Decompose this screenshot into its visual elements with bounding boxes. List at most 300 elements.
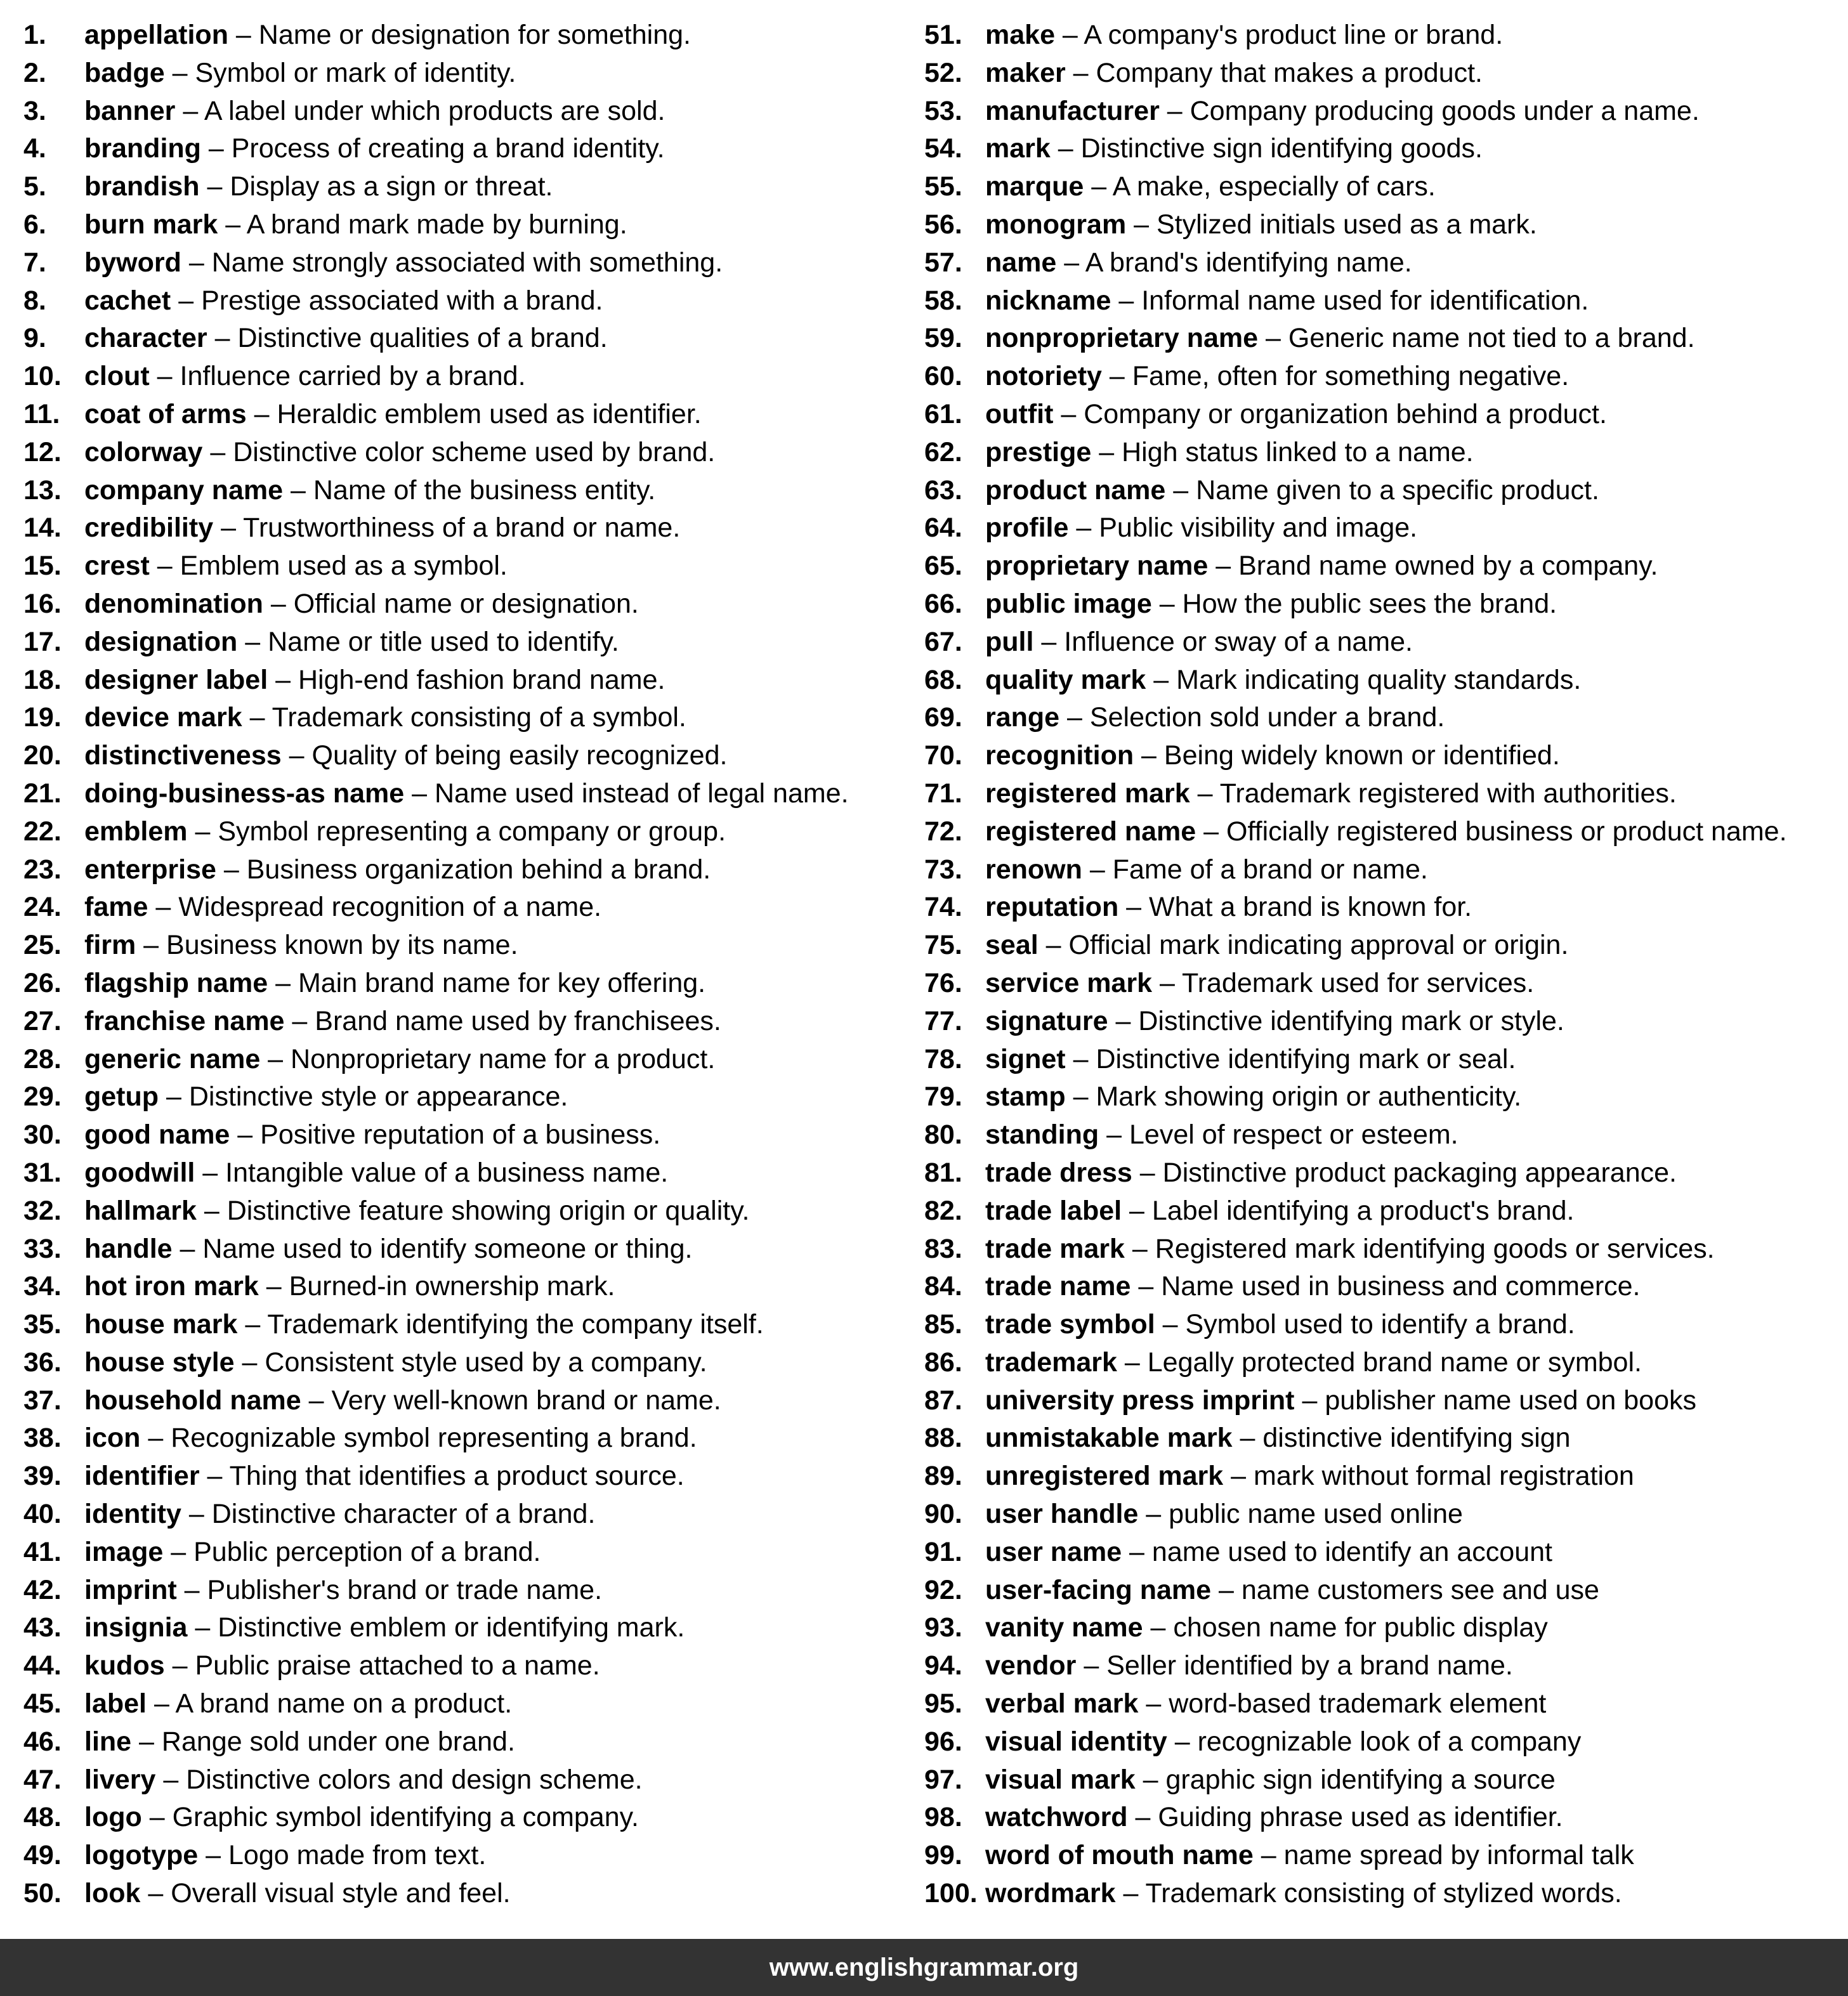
list-item (924, 1078, 1844, 1116)
item-term: device mark (84, 702, 242, 733)
list-item (924, 1458, 1844, 1496)
item-number: 65. (924, 551, 962, 582)
item-separator: – (268, 967, 298, 998)
item-definition: What a brand is known for. (1149, 892, 1472, 923)
item-definition: Distinctive product packaging appearance. (1162, 1157, 1677, 1188)
item-definition: A brand name on a product. (175, 1688, 513, 1719)
item-entry (84, 1723, 515, 1761)
item-definition: Trustworthiness of a brand or name. (243, 512, 681, 544)
list-item (23, 93, 912, 131)
item-number: 68. (924, 664, 962, 695)
item-definition: Recognizable symbol representing a brand. (171, 1423, 697, 1454)
item-separator: – (1099, 1119, 1129, 1151)
item-term: trade name (985, 1271, 1131, 1302)
item-entry (84, 1572, 602, 1610)
item-number: 97. (924, 1764, 962, 1795)
item-entry (84, 1419, 697, 1458)
item-entry (985, 1761, 1556, 1799)
item-term: monogram (985, 209, 1127, 240)
item-definition: public name used online (1169, 1499, 1463, 1530)
list-item (924, 16, 1844, 55)
item-term: franchise name (84, 1005, 285, 1036)
item-definition: Mark showing origin or authenticity. (1096, 1081, 1522, 1112)
item-term: hot iron mark (84, 1271, 259, 1302)
list-item (23, 1230, 912, 1269)
item-separator: – (207, 323, 238, 354)
item-number: 45. (23, 1688, 62, 1719)
list-item (23, 1875, 912, 1913)
item-term: notoriety (985, 361, 1102, 392)
item-term: make (985, 20, 1055, 50)
list-item (924, 1344, 1844, 1382)
item-number: 19. (23, 702, 62, 733)
item-term: trade dress (985, 1157, 1132, 1188)
item-definition: Trademark identifying the company itself. (267, 1309, 764, 1340)
item-definition: Trademark consisting of stylized words. (1145, 1878, 1622, 1909)
item-definition: Fame, often for something negative. (1132, 361, 1569, 392)
list-item (23, 358, 912, 396)
item-separator: – (1138, 1499, 1169, 1530)
item-number: 27. (23, 1005, 62, 1036)
list-item (23, 547, 912, 585)
item-term: quality mark (985, 664, 1146, 695)
item-separator: – (1038, 930, 1069, 961)
item-separator: – (176, 1574, 207, 1605)
item-term: emblem (84, 816, 188, 847)
list-item (924, 1003, 1844, 1041)
item-number: 28. (23, 1043, 62, 1074)
item-term: clout (84, 361, 150, 392)
item-term: renown (985, 854, 1082, 885)
list-item (924, 1041, 1844, 1079)
item-number: 85. (924, 1309, 962, 1340)
item-separator: – (1122, 1536, 1152, 1567)
item-entry (985, 965, 1534, 1003)
item-term: house style (84, 1347, 235, 1378)
item-definition: How the public sees the brand. (1182, 588, 1557, 619)
list-item (23, 1496, 912, 1534)
item-term: maker (985, 57, 1066, 88)
list-item (23, 927, 912, 965)
item-entry (985, 1306, 1575, 1344)
item-number: 75. (924, 930, 962, 961)
list-item (924, 1647, 1844, 1685)
item-term: insignia (84, 1612, 188, 1643)
item-separator: – (1084, 171, 1113, 202)
item-number: 77. (924, 1005, 962, 1036)
list-item (23, 1344, 912, 1382)
list-item (23, 1003, 912, 1041)
item-term: distinctiveness (84, 740, 282, 771)
item-entry (84, 965, 705, 1003)
item-number: 79. (924, 1081, 962, 1112)
item-term: service mark (985, 967, 1152, 998)
list-item (23, 434, 912, 472)
item-definition: Range sold under one brand. (161, 1726, 515, 1757)
item-term: proprietary name (985, 551, 1209, 582)
item-separator: – (268, 664, 298, 695)
item-entry (985, 623, 1413, 662)
item-definition: Very well-known brand or name. (331, 1385, 721, 1416)
item-separator: – (1033, 626, 1065, 657)
list-item (23, 1154, 912, 1192)
item-entry (84, 1496, 595, 1534)
list-item (924, 1572, 1844, 1610)
list-item (924, 1609, 1844, 1647)
list-item (924, 547, 1844, 585)
item-entry (985, 130, 1483, 168)
item-separator: – (1253, 1840, 1284, 1871)
list-item (23, 1041, 912, 1079)
list-item (924, 1192, 1844, 1230)
list-item (924, 965, 1844, 1003)
item-number: 32. (23, 1195, 62, 1226)
item-number: 73. (924, 854, 962, 885)
item-term: enterprise (84, 854, 216, 885)
list-item (23, 1268, 912, 1306)
item-separator: – (199, 1461, 230, 1492)
list-item (924, 1761, 1844, 1799)
item-number: 23. (23, 854, 62, 885)
list-item (23, 320, 912, 358)
item-number: 62. (924, 436, 962, 467)
item-entry (84, 1268, 615, 1306)
item-number: 48. (23, 1802, 62, 1833)
list-item (23, 965, 912, 1003)
item-number: 53. (924, 95, 962, 126)
item-separator: – (1294, 1385, 1325, 1416)
item-entry (985, 282, 1589, 320)
item-term: visual identity (985, 1726, 1167, 1757)
list-item (23, 1078, 912, 1116)
item-number: 72. (924, 816, 962, 847)
item-number: 71. (924, 778, 962, 809)
item-separator: – (1056, 247, 1085, 278)
item-term: getup (84, 1081, 159, 1112)
item-definition: chosen name for public display (1173, 1612, 1548, 1643)
item-separator: – (1111, 285, 1142, 316)
item-definition: Selection sold under a brand. (1089, 702, 1445, 733)
item-definition: A company's product line or brand. (1084, 20, 1504, 50)
item-separator: – (181, 1499, 212, 1530)
item-definition: Distinctive identifying mark or seal. (1096, 1043, 1516, 1074)
item-definition: Influence or sway of a name. (1064, 626, 1413, 657)
item-number: 10. (23, 361, 62, 392)
item-definition: mark without formal registration (1254, 1461, 1634, 1492)
item-number: 40. (23, 1499, 62, 1530)
item-definition: publisher name used on books (1325, 1385, 1696, 1416)
item-term: outfit (985, 398, 1054, 429)
item-definition: High status linked to a name. (1122, 436, 1474, 467)
item-number: 17. (23, 626, 62, 657)
list-item (924, 1382, 1844, 1420)
item-entry (84, 55, 516, 93)
item-term: recognition (985, 740, 1134, 771)
item-separator: – (1134, 740, 1164, 771)
item-entry (84, 1382, 721, 1420)
item-entry (84, 775, 849, 813)
list-item (23, 244, 912, 282)
list-item (23, 1761, 912, 1799)
item-separator: – (200, 133, 232, 164)
item-separator: – (1138, 1688, 1169, 1719)
item-term: brandish (84, 171, 200, 202)
item-number: 38. (23, 1423, 62, 1454)
item-term: watchword (985, 1802, 1128, 1833)
item-number: 41. (23, 1536, 62, 1567)
list-item (924, 396, 1844, 434)
item-definition: Level of respect or esteem. (1129, 1119, 1458, 1151)
list-item (23, 1458, 912, 1496)
list-item (924, 1230, 1844, 1269)
item-definition: A brand mark made by burning. (246, 209, 627, 240)
item-number: 1. (23, 20, 46, 50)
item-definition: name used to identify an account (1151, 1536, 1553, 1567)
item-number: 4. (23, 133, 46, 164)
item-entry (84, 1685, 512, 1723)
item-number: 80. (924, 1119, 962, 1151)
item-number: 51. (924, 20, 962, 50)
item-term: good name (84, 1119, 230, 1151)
item-number: 66. (924, 588, 962, 619)
item-definition: Stylized initials used as a mark. (1157, 209, 1537, 240)
item-entry (985, 93, 1700, 131)
item-separator: – (234, 1347, 265, 1378)
list-item (924, 130, 1844, 168)
item-definition: Name used in business and commerce. (1161, 1271, 1641, 1302)
item-definition: Distinctive sign identifying goods. (1080, 133, 1483, 164)
item-entry (84, 1003, 721, 1041)
item-number: 69. (924, 702, 962, 733)
item-entry (84, 396, 702, 434)
item-definition: Overall visual style and feel. (171, 1878, 511, 1909)
item-definition: Name strongly associated with something. (211, 247, 723, 278)
item-number: 47. (23, 1764, 62, 1795)
list-item (924, 1419, 1844, 1458)
item-separator: – (181, 247, 212, 278)
item-separator: – (242, 702, 272, 733)
item-definition: A brand's identifying name. (1085, 247, 1412, 278)
item-entry (985, 1419, 1571, 1458)
item-definition: Public visibility and image. (1099, 512, 1418, 544)
item-separator: – (198, 1840, 228, 1871)
list-item (23, 396, 912, 434)
item-separator: – (1065, 1081, 1096, 1112)
item-entry (985, 55, 1483, 93)
item-term: trade symbol (985, 1309, 1155, 1340)
item-term: signet (985, 1043, 1066, 1074)
item-term: public image (985, 588, 1152, 619)
item-term: colorway (84, 436, 203, 467)
item-term: look (84, 1878, 141, 1909)
item-separator: – (1117, 1347, 1148, 1378)
item-number: 99. (924, 1840, 962, 1871)
item-separator: – (1059, 702, 1090, 733)
item-separator: – (199, 171, 230, 202)
item-separator: – (284, 1005, 315, 1036)
item-separator: – (230, 1119, 261, 1151)
item-number: 37. (23, 1385, 62, 1416)
item-term: reputation (985, 892, 1119, 923)
list-item (924, 1306, 1844, 1344)
item-separator: – (1258, 323, 1288, 354)
list-item (23, 813, 912, 851)
item-separator: – (1076, 1650, 1107, 1681)
list-item (23, 16, 912, 55)
list-item (924, 662, 1844, 700)
item-entry (84, 623, 619, 662)
item-entry (985, 1154, 1677, 1192)
item-entry (985, 1116, 1458, 1154)
item-number: 20. (23, 740, 62, 771)
item-definition: name customers see and use (1241, 1574, 1599, 1605)
item-entry (985, 813, 1787, 851)
item-entry (84, 434, 715, 472)
item-term: nickname (985, 285, 1111, 316)
list-item (924, 55, 1844, 93)
list-item (924, 509, 1844, 547)
item-separator: – (260, 1043, 291, 1074)
item-term: identifier (84, 1461, 200, 1492)
item-term: cachet (84, 285, 171, 316)
item-separator: – (301, 1385, 332, 1416)
item-definition: Name used to identify someone or thing. (202, 1233, 693, 1264)
item-term: doing-business-as name (84, 778, 405, 809)
item-definition: Legally protected brand name or symbol. (1147, 1347, 1642, 1378)
item-entry (84, 244, 723, 282)
item-separator: – (237, 1309, 268, 1340)
item-entry (84, 1647, 600, 1685)
item-term: unregistered mark (985, 1461, 1224, 1492)
list-item (23, 1116, 912, 1154)
item-entry (84, 93, 665, 131)
item-separator: – (1167, 1726, 1198, 1757)
item-term: trademark (985, 1347, 1117, 1378)
list-item (924, 927, 1844, 965)
item-separator: – (202, 436, 233, 467)
list-item (924, 282, 1844, 320)
item-term: line (84, 1726, 132, 1757)
item-separator: – (171, 285, 202, 316)
item-separator: – (1127, 1802, 1158, 1833)
item-definition: Company producing goods under a name. (1189, 95, 1700, 126)
item-number: 7. (23, 247, 46, 278)
item-term: house mark (84, 1309, 238, 1340)
item-definition: Company or organization behind a product. (1084, 398, 1607, 429)
item-separator: – (196, 1195, 227, 1226)
item-separator: – (163, 1536, 194, 1567)
item-number: 33. (23, 1233, 62, 1264)
item-term: appellation (84, 20, 228, 50)
item-number: 83. (924, 1233, 962, 1264)
list-item (23, 1306, 912, 1344)
list-item (924, 1154, 1844, 1192)
item-separator: – (172, 1233, 203, 1264)
item-separator: – (175, 95, 204, 126)
item-separator: – (237, 626, 268, 657)
item-number: 70. (924, 740, 962, 771)
item-entry (84, 1041, 715, 1079)
item-entry (985, 889, 1472, 927)
item-term: hallmark (84, 1195, 197, 1226)
item-definition: recognizable look of a company (1197, 1726, 1582, 1757)
item-term: trade label (985, 1195, 1122, 1226)
item-entry (985, 1458, 1634, 1496)
item-term: flagship name (84, 967, 268, 998)
item-number: 74. (924, 892, 962, 923)
item-definition: Symbol used to identify a brand. (1185, 1309, 1575, 1340)
item-entry (985, 472, 1599, 510)
item-term: product name (985, 474, 1166, 506)
item-term: user handle (985, 1499, 1139, 1530)
item-definition: Name or title used to identify. (268, 626, 619, 657)
item-definition: Burned-in ownership mark. (289, 1271, 615, 1302)
item-entry (985, 585, 1557, 623)
item-separator: – (195, 1157, 226, 1188)
item-term: badge (84, 57, 165, 88)
item-entry (985, 1799, 1563, 1837)
list-item (23, 1837, 912, 1875)
item-number: 24. (23, 892, 62, 923)
list-item (23, 699, 912, 737)
list-item (23, 282, 912, 320)
item-entry (84, 168, 553, 206)
item-number: 58. (924, 285, 962, 316)
item-separator: – (1054, 20, 1084, 50)
item-separator: – (1050, 133, 1081, 164)
list-item (924, 472, 1844, 510)
item-separator: – (1091, 436, 1122, 467)
item-entry (84, 130, 665, 168)
item-separator: – (147, 1688, 176, 1719)
item-definition: Distinctive color scheme used by brand. (233, 436, 716, 467)
list-item (23, 1192, 912, 1230)
item-number: 94. (924, 1650, 962, 1681)
list-item (23, 509, 912, 547)
item-entry (84, 1078, 568, 1116)
item-entry (84, 1837, 486, 1875)
word-list-column-left (23, 16, 912, 1913)
item-separator: – (1135, 1764, 1166, 1795)
item-entry (84, 282, 603, 320)
item-term: standing (985, 1119, 1099, 1151)
item-term: word of mouth name (985, 1840, 1254, 1871)
item-definition: High-end fashion brand name. (298, 664, 665, 695)
item-separator: – (263, 588, 294, 619)
item-entry (985, 699, 1445, 737)
item-definition: Symbol representing a company or group. (218, 816, 726, 847)
item-term: vendor (985, 1650, 1077, 1681)
item-term: university press imprint (985, 1385, 1295, 1416)
item-separator: – (155, 1764, 187, 1795)
item-term: prestige (985, 436, 1092, 467)
item-separator: – (404, 778, 435, 809)
item-separator: – (1132, 1157, 1163, 1188)
item-entry (84, 1192, 749, 1230)
item-number: 86. (924, 1347, 962, 1378)
item-separator: – (159, 1081, 189, 1112)
item-separator: – (1146, 664, 1177, 695)
list-item (924, 1837, 1844, 1875)
item-definition: Business organization behind a brand. (246, 854, 711, 885)
item-definition: A label under which products are sold. (204, 95, 665, 126)
list-item (23, 585, 912, 623)
item-entry (985, 168, 1436, 206)
item-number: 93. (924, 1612, 962, 1643)
item-separator: – (149, 551, 180, 582)
item-term: registered mark (985, 778, 1190, 809)
item-term: fame (84, 892, 148, 923)
